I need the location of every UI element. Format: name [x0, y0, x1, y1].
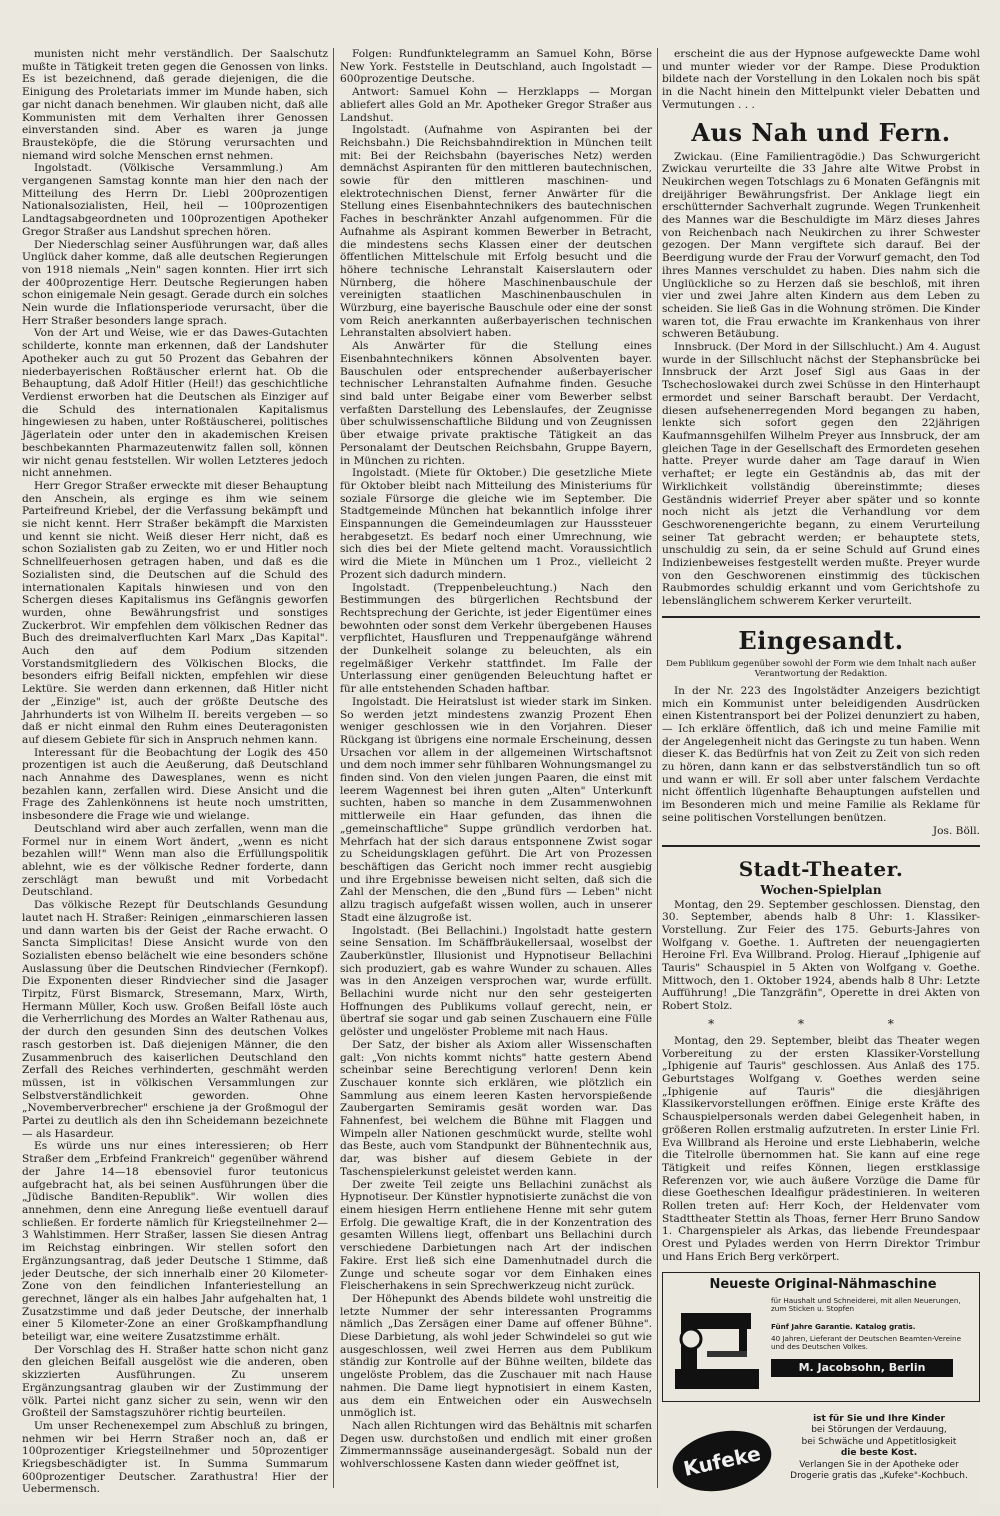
ad-text: bei Störungen der Verdauung, [811, 1425, 947, 1436]
article-paragraph: Ingolstadt. (Treppenbeleuchtung.) Nach den Bestimmungen des bürgerlichen Rechtsbund der Rechtsprechung der Gerichte, ist jeder Eigentümer eines bewohnten oder sonst dem Verkehr übergebenen Hauses verpflichtet, Hausfluren und Treppenaufgänge während der Dunkelheit solange zu beleuchten, als ein regelmäßiger Verkehr stattfindet. Im Falle der Unterlassung einer genügenden Beleuchtung haftet er für alle entstehenden Schaden haftbar. [340, 581, 652, 696]
ad-text-block [784, 1414, 974, 1483]
sewing-machine-icon [671, 1299, 763, 1395]
ad-headline: Neueste Original-Nähmaschine [709, 1276, 937, 1292]
ad-text: für Haushalt und Schneiderei, mit allen Neuerungen, zum Sticken u. Stopfen [771, 1295, 961, 1314]
separator-stars: * * * [708, 1016, 934, 1031]
ad-text: Drogerie gratis das „Kufeke"-Kochbuch. [790, 1471, 968, 1482]
article-paragraph: Ingolstadt. (Völkische Versammlung.) Am vergangenen Samstag konnte man hier den nach der Mitteilung des Herrn Dr. Liebl 200prozentigen Nationalsozialisten, Heil, heil — 100prozentigen Landtagsabgeordneten und 100prozentigen Apotheker Gregor Straßer aus Landshut sprechen hören. [22, 162, 328, 238]
article-paragraph: Es würde uns nur eines interessieren; ob Herr Straßer dem „Erbfeind Frankreich" gegenüber während der Jahre 14—18 ebensoviel furor teutonicus aufgebracht hat, als bei seinen Ausführungen über die „Jüdische Banditen-Republik". Wir wollen dies annehmen, denn eine Anregung ließe eventuell darauf schließen. Er forderte nämlich für Kriegsteilnehmer 2—3 Wahlstimmen. Herr Straßer, lassen Sie diesen Antrag im Reichstag einbringen. Wir stellen sofort den Ergänzungsantrag, daß jeder Deutsche 1 Stimme, daß jeder Deutsche, der sich innerhalb einer 20 Kilometer-Zone von den feindlichen Infanteriestellung an gerechnet, länger als ein halbes Jahr aufgehalten hat, 1 Zusatzstimme und daß jeder Deutsche, der innerhalb einer 5 Kilometer-Zone an einer Großkampfhandlung beteiligt war, eine weitere Zusatzstimme erhält. [22, 1140, 328, 1344]
signature: Jos. Böll. [932, 824, 980, 837]
disclaimer-note: Dem Publikum gegenüber sowohl der Form wie dem Inhalt nach außer Verantwortung der Redaktion. [666, 658, 976, 679]
kufeke-ad [662, 1408, 980, 1516]
article-paragraph: Zwickau. (Eine Familientragödie.) Das Schwurgericht Zwickau verurteilte die 33 Jahre alte Witwe Probst in Neukirchen wegen Totschlags zu 6 Monaten Gefängnis mit dreijähriger Bewährungsfrist. Der Anklage liegt ein erschütternder Sachverhalt zugrunde. Wegen Trunkenheit des Mannes war die Beschuldigte im März dieses Jahres von Reichenbach nach Neukirchen zu ihrer Schwester gezogen. Der Mann vergiftete sich darauf. Bei der Beerdigung wurde der Frau der Vorwurf gemacht, den Tod ihres Mannes verschuldet zu haben. Dies nahm sich die Unglückliche so zu Herzen daß sie beschloß, mit ihren vier und zwei Jahre alten Kindern aus dem Leben zu scheiden. Sie ließ Gas in die Wohnung strömen. Die Kinder waren tot, die Frau erwachte im Krankenhaus von ihrer schweren Betäubung. [662, 150, 980, 341]
article-paragraph: Als Anwärter für die Stellung eines Eisenbahntechnikers können Absolventen bayer. Bauschulen oder entsprechender außerbayerischer technischer Lehranstalten Aufnahme finden. Gesuche sind bald unter Beigabe einer vom Bewerber selbst verfaßten Darstellung des Lebenslaufes, der Zeugnisse über schulwissenschaftliche Bildung und von Zeugnissen über etwaige private praktische Tätigkeit an das Personalamt der Deutschen Reichsbahn, Gruppe Bayern, in München zu richten. [340, 340, 652, 467]
article-paragraph: Ingolstadt. (Aufnahme von Aspiranten bei der Reichsbahn.) Die Reichsbahndirektion in München teilt mit: Bei der Reichsbahn (bayerisches Netz) werden demnächst Aspiranten für den mittleren bautechnischen, sowie für den mittleren maschinen- und elektrotechnischen Dienst, ferner Anwärter für die Stellung eines Eisenbahntechnikers des bautechnischen Faches in beschränkter Anzahl aufgenommen. Für die Aufnahme als Aspirant kommen Bewerber in Betracht, die mindestens sechs Klassen einer der deutschen öffentlichen Mittelschule mit Erfolg besucht und die höhere technische Lehranstalt Kaiserslautern oder Nürnberg, die höhere Maschinenbauschule der vereinigten staatlichen Maschinenbauschulen in Würzburg, eine bayerische Bauschule oder eine der sonst vom Reich anerkannten außerbayerischen technischen Lehranstalten absolviert haben. [340, 124, 652, 340]
article-paragraph: Antwort: Samuel Kohn — Herzklapps — Morgan abliefert alles Gold an Mr. Apotheker Gregor Straßer aus Landshut. [340, 86, 652, 124]
article-paragraph: Der Satz, der bisher als Axiom aller Wissenschaften galt: „Von nichts kommt nichts" hatte gestern Abend scheinbar seine Berechtigung verloren! Denn kein Zuschauer konnte sich erklären, wie plötzlich ein Sammlung aus einem leeren Kasten hervorspießende Zaubergarten Semiramis gesät worden war. Das Fahnenfest, bei welchem die Bühne mit Flaggen und Wimpeln aller Nationen geschmückt wurde, stellte wohl das Beste, auch vom Standpunkt der Bühnentechnik aus, dar, was bisher auf diesem Gebiete in der Taschenspielerkunst geleistet werden kann. [340, 1038, 652, 1178]
article-paragraph: erscheint die aus der Hypnose aufgeweckte Dame wohl und munter wieder vor der Rampe. Diese Produktion bildete nach der Vorstellung in den Lokalen noch bis spät in die Nacht hinein den Mittelpunkt vieler Debatten und Vermutungen . . . [662, 48, 980, 111]
article-paragraph: Das völkische Rezept für Deutschlands Gesundung lautet nach H. Straßer: Reinigen „einmarschieren lassen und dann warten bis der Geist der Rache erwacht. O Sancta Simplicitas! Diese Ansicht wurde von den Sozialisten ebenso belächelt wie eine besonders schöne Auslassung über die Deutschen Rindviecher (Fernkopf). Die Exponenten dieser Rindviecher sind die Jasager Tirpitz, Fürst Bismarck, Stresemann, Marx, Wirth, Hermann Müller, Koch usw. Großen Beifall löste auch die Verherrlichung des Mordes an Walter Rathenau aus, der durch den gesunden Sinn des deutschen Volkes rasch gestorben ist. Daß diejenigen Männer, die den Zusammenbruch des kaiserlichen Deutschland den Zerfall des Reiches verhinderten, geschmäht werden müssen, ist in völkischen Versammlungen zur Selbstverständlichkeit geworden. Ohne „Novemberverbrecher" erschiene ja der Großmogul der Partei zu deutlich als den ihn Scheidemann bezeichnete — als Hasardeur. [22, 899, 328, 1140]
article-paragraph: munisten nicht mehr verständlich. Der Saalschutz mußte in Tätigkeit treten gegen die Genossen von links. Es ist bezeichnend, daß gerade diejenigen, die die Einigung des Proletariats immer im Munde haben, sich gar nicht danach benehmen. Wir glauben nicht, daß alle Kommunisten mit dem Verhalten ihrer Genossen einverstanden sind. Aber es waren ja junge Brausteköpfe, die die Störung verursachten und niemand wird solche Menschen ernst nehmen. [22, 48, 328, 162]
article-paragraph: Der Niederschlag seiner Ausführungen war, daß alles Unglück daher komme, daß alle deutschen Regierungen von 1918 niemals „Nein" sagen konnten. Hier irrt sich der 400prozentige Herr. Deutsche Regierungen haben schon einigemale Nein gesagt. Gerade durch ein solches Nein wurde die Inflationsperiode verursacht, über die Herr Straßer besonders lange sprach. [22, 238, 328, 327]
section-heading-submitted: Eingesandt. [738, 625, 904, 655]
column-1 [22, 48, 328, 1496]
article-paragraph: Der zweite Teil zeigte uns Bellachini zunächst als Hypnotiseur. Der Künstler hypnotisierte zunächst die von einem hiesigen Herrn entliehene Henne mit sehr gutem Erfolg. Die gewaltige Kraft, die in der Konzentration des gesamten Willens liegt, offenbart uns Bellachini durch verschiedene Darbietungen nach Art der indischen Fakire. Erst ließ sich eine Damenhutnadel durch die Zunge und scheute sogar vor dem Einhaken eines Fleischerhakens in sein Sprechwerkzeug nicht zurück. [340, 1178, 652, 1293]
article-paragraph: In der Nr. 223 des Ingolstädter Anzeigers bezichtigt mich ein Kommunist unter beleidigenden Ausdrücken einen Kistentransport bei der Polizei denunziert zu haben, — Ich erkläre öffentlich, daß ich und meine Familie mit der Angelegenheit nicht das Geringste zu tun haben. Wenn dieser K. das Bedürfnis hat von Zeit zu Zeit von sich reden zu hören, dann kann er das selbstverständlich tun so oft und wann er will. Er soll aber unter falschem Verdachte nicht öffentlich lügenhafte Behauptungen aufstellen und im Besonderen mich und meine Familie als Reklame für seine politischen Vorstellungen benützen. [662, 684, 980, 824]
theater-announcement: Montag, den 29. September, bleibt das Theater wegen Vorbereitung zu der ersten Klassiker-Vorstellung „Iphigenie auf Tauris" geschlossen. Aus Anlaß des 175. Geburtstages Wolfgang v. Goethes werden seine „Iphigenie auf Tauris" die diesjährigen Klassikervorstellungen eröffnen. Einige erste Kräfte des Schauspielpersonals werden dabei Gelegenheit haben, in größeren Rollen erstmalig aufzutreten. In erster Linie Frl. Eva Willbrand als Heroine und erste Liebhaberin, welche die Titelrolle übernommen hat. Sie kann auf eine rege Tätigkeit und reifes Können, liegen erstklassige Referenzen vor, wie auch äußere Vorzüge die Dame für diese Goetheschen Idealfigur prädestinieren. In weiteren Rollen treten auf: Herr Koch, der Heldenvater vom Stadttheater Stettin als Thoas, ferner Herr Bruno Sandow 1. Chargenspieler als Arkas, das liebende Freundespaar Orest und Pylades werden von Herrn Direktor Trimbur und Hans Erich Berg verkörpert. [662, 1034, 980, 1263]
article-paragraph: Ingolstadt. (Miete für Oktober.) Die gesetzliche Miete für Oktober bleibt nach Mitteilung des Ministeriums für soziale Fürsorge die gleiche wie im September. Die Stadtgemeinde München hat bekanntlich infolge ihrer Einspannungen die Gemeindeumlagen zur Hausssteuer herabgesetzt. Es bedarf noch einer Umrechnung, wie sich dies bei der Miete geltend macht. Voraussichtlich wird die Miete in München um 1 Proz., vielleicht 2 Prozent sich dadurch mindern. [340, 467, 652, 581]
column-3 [662, 48, 980, 1488]
ad-text: bei Schwäche und Appetitlosigkeit [801, 1436, 957, 1447]
article-paragraph: Der Vorschlag des H. Straßer hatte schon nicht ganz den gleichen Beifall ausgelöst wie die anderen, oben skizzierten Ausführungen. Zu unserem Ergänzungsantrag glauben wir der Zustimmung der völk. Partei nicht ganz sicher zu sein, wenn wir den Großteil der Samstagszuhörer richtig beurteilen. [22, 1343, 328, 1420]
article-paragraph: Ingolstadt. (Bei Bellachini.) Ingolstadt hatte gestern seine Sensation. Im Schäffbräukellersaal, woselbst der Zauberkünstler, Illusionist und Hypnotiseur Bellachini sich produziert, gab es wahre Wunder zu schauen. Alles was in den Anzeigen versprochen war, wurde erfüllt. Bellachini wurde nicht nur den sehr gesteigerten Hoffnungen des Publikums vollauf gerecht, nein, er übertraf sie sogar und gab seinen Zuschauern eine Fülle gelöster und ungelöster Probleme mit nach Haus. [340, 924, 652, 1039]
column-2 [340, 48, 652, 1488]
section-divider [662, 616, 980, 618]
ad-firm-name: M. Jacobsohn, Berlin [771, 1359, 953, 1377]
ad-text: ist für Sie und Ihre Kinder [813, 1413, 945, 1424]
ad-text: 40 Jahren, Lieferant der Deutschen Beamten-Vereine und des Deutschen Volkes. [771, 1333, 962, 1352]
article-paragraph: Innsbruck. (Der Mord in der Sillschlucht.) Am 4. August wurde in der Sillschlucht nächst der Stephansbrücke bei Innsbruck der Arzt Josef Sigl aus Gaas in der Tschechoslowakei durch zwei Schüsse in den Hinterhaupt ermordet und seiner Barschaft beraubt. Der Verdacht, diesen aufsehenerregenden Mord begangen zu haben, lenkte sich sofort gegen den 22jährigen Kaufmannsgehilfen Wilhelm Preyer aus Innsbruck, der am gleichen Tage in der Gesellschaft des Ermordeten gesehen hatte. Preyer wurde daher am Tage darauf in Wien verhaftet; er legte ein Geständnis ab, das mit der Wirklichkeit vollständig übereinstimmte; dieses Geständnis widerrief Preyer aber später und so konnte noch nicht als jetzt die Verhandlung vor dem Geschworenengerichte begann, zu einem Verurteilung seiner Tat gebracht werden; er behauptete stets, unschuldig zu sein, da er seine Schuld auf Grund eines Indizienbeweises festgestellt werden mußte. Preyer wurde von den Geschworenen einstimmig des tückischen Raubmordes schuldig erkannt und vom Gerichtshofe zu lebenslänglichem schwerem Kerker verurteilt. [662, 341, 980, 608]
ad-text: die beste Kost. [840, 1448, 918, 1459]
theater-subtitle: Wochen-Spielplan [760, 882, 882, 897]
sewing-machine-ad [662, 1272, 980, 1402]
article-paragraph: Um unser Rechenexempel zum Abschluß zu bringen, nehmen wir bei Herrn Straßer noch an, daß er 100prozentiger Kriegsteilnehmer und 50prozentiger Kriegsbeschädigter ist. In Summa Summarum 600prozentiger Deutscher. Zarathustra! Hier der Uebermensch. [22, 1419, 328, 1496]
article-paragraph: Ingolstadt. Die Heiratslust ist wieder stark im Sinken. So werden jetzt mindestens zwanzig Prozent Ehen weniger geschlossen wie in den Vorjahren. Dieser Rückgang ist übrigens eine normale Erscheinung, dessen Ursachen vor allem in der allgemeinen Wirtschaftsnot und dem noch immer sehr fühlbaren Wohnungsmangel zu finden sind. Von den vielen jungen Paaren, die einst mit leerem Wagennest bei ihren guten „Alten" Unterkunft suchten, haben so manche in dem Zusammenwohnen mittlerweile ein Haar gefunden, das ihnen die „gemeinschaftliche" Suppe gründlich verdorben hat. Mehrfach hat der sich daraus entsponnene Zwist sogar zu Scheidungsklagen geführt. Die Art von Prozessen beschäftigen das Gericht noch immer recht ausgiebig und ihre Ergebnisse beweisen nicht selten, daß sich die Zahl der Menschen, die den „Bund fürs — Leben" nicht allzu tragisch aufgefaßt wissen wollen, auch in unserer Stadt eine älzugroße ist. [340, 695, 652, 924]
article-paragraph: Von der Art und Weise, wie er das Dawes-Gutachten schilderte, konnte man erkennen, daß der Landshuter Apotheker auch zu gut 50 Prozent das Gebahren der niederbayerischen Roßtäuscher erlernt hat. Ob die Behauptung, daß Adolf Hitler (Heil!) das geschichtliche Verdienst erworben hat die Deutschen als Einziger auf die Schuld des internationalen Kapitalismus hingewiesen zu haben, unter Roßtäuscherei, politisches Jägerlatein oder unter den in akademischen Kreisen beschbekannten Pharmazeutenwitz fallen soll, können wir nicht genau feststellen. Wir wollen Letzteres jedoch nicht annehmen. [22, 327, 328, 480]
ad-text: Verlangen Sie in der Apotheke oder [799, 1459, 959, 1470]
column-rule [657, 48, 658, 1488]
column-rule [333, 48, 334, 1488]
section-heading-local-news: Aus Nah und Fern. [691, 117, 951, 147]
article-paragraph: Herr Gregor Straßer erweckte mit dieser Behauptung den Anschein, als erginge es ihm wie seinem Parteifreund Kriebel, der die Verfassung bekämpft und sie nicht kennt. Herr Straßer bekämpft die Marxisten und kennt sie nicht. Weiß dieser Herr nicht, daß es schon Sozialisten gab zu Zeiten, wo er und Hitler noch Schnellfeuerhosen getragen haben, und daß es die Sozialisten sind, die Deutschen auf die Schuld des internationalen Kapitals hinwiesen und von den Schergen dieses Kapitalismus ins Gefängnis geworfen wurden, ohne Bewährungsfrist und sonstiges Zuckerbrot. Wir empfehlen dem völkischen Redner das Buch des dreimalverfluchten Karl Marx „Das Kapital". Auch den auf dem Podium sitzenden Vorstandsmitgliedern des Völkischen Blocks, die besonders eifrig Beifall nickten, empfehlen wir diese Lektüre. Sie werden dann erkennen, daß Hitler nicht der „Einzige" ist, auch der größte Deutsche des Jahrhunderts ist von Wilhelm II. bereits vergeben — so daß er nicht einmal den Ruhm eines Deuteragonisten auf diesem Gebiete für sich in Anspruch nehmen kann. [22, 479, 328, 746]
kufeke-logo: Kufeke [667, 1422, 777, 1500]
article-paragraph: Interessant für die Beobachtung der Logik des 450 prozentigen ist auch die Aeußerung, daß Deutschland nach Annahme des Dawesplanes, wenn es nicht bezahlen kann, zerfallen wird. Diese Ansicht und die Frage des Zahlenkönnens ist heute noch umstritten, insbesondere die Frage wie und wielange. [22, 746, 328, 823]
section-divider [662, 845, 980, 847]
ad-text: Fünf Jahre Garantie. Katalog gratis. [771, 1321, 916, 1331]
article-paragraph: Nach allen Richtungen wird das Behältnis mit scharfen Degen usw. durchstoßen und endlich mit einer großen Zimmermannssäge auseinandergesägt. Sobald nun der wohlverschlossene Kasten dann wieder geöffnet ist, [340, 1419, 652, 1471]
theater-title: Stadt-Theater. [738, 856, 904, 881]
article-paragraph: Der Höhepunkt des Abends bildete wohl unstreitig die letzte Nummer der sehr interessanten Programms nämlich „Das Zersägen einer Dame auf offener Bühne". Diese Darbietung, als wohl jeder Schwindelei so gut wie ausgeschlossen, weil zwei Herren aus dem Publikum ständig zur Kontrolle auf der Bühne weilten, bildete das ungelöste Problem, das die Zuschauer mit nach Hause nahmen. Die Dame liegt hypnotisiert in einem Kasten, aus dem ein Entweichen oder ein Auswechseln unmöglich ist. [340, 1292, 652, 1420]
article-paragraph: Folgen: Rundfunktelegramm an Samuel Kohn, Börse New York. Feststelle in Deutschland, auch Ingolstadt — 600prozentige Deutsche. [340, 48, 652, 86]
article-paragraph: Deutschland wird aber auch zerfallen, wenn man die Formel nur in einem Wort ändert, „wenn es nicht bezahlen will!" Wenn man also die Erfüllungspolitik ablehnt, wie es der völkische Redner forderte, dann zerschlägt man bewußt und mit Vorbedacht Deutschland. [22, 822, 328, 899]
theater-schedule: Montag, den 29. September geschlossen. Dienstag, den 30. September, abends halb 8 Uhr: 1. Klassiker-Vorstellung. Zur Feier des 175. Geburts-Jahres von Wolfgang v. Goethe. 1. Auftreten der neuengagierten Heroine Frl. Eva Willbrand. Prolog. Hierauf „Iphigenie auf Tauris" Schauspiel in 5 Akten von Wolfgang v. Goethe. Mittwoch, den 1. Oktober 1924, abends halb 8 Uhr: Letzte Aufführung! „Die Tanzgräfin", Operette in drei Akten von Robert Stolz. [662, 898, 980, 1013]
